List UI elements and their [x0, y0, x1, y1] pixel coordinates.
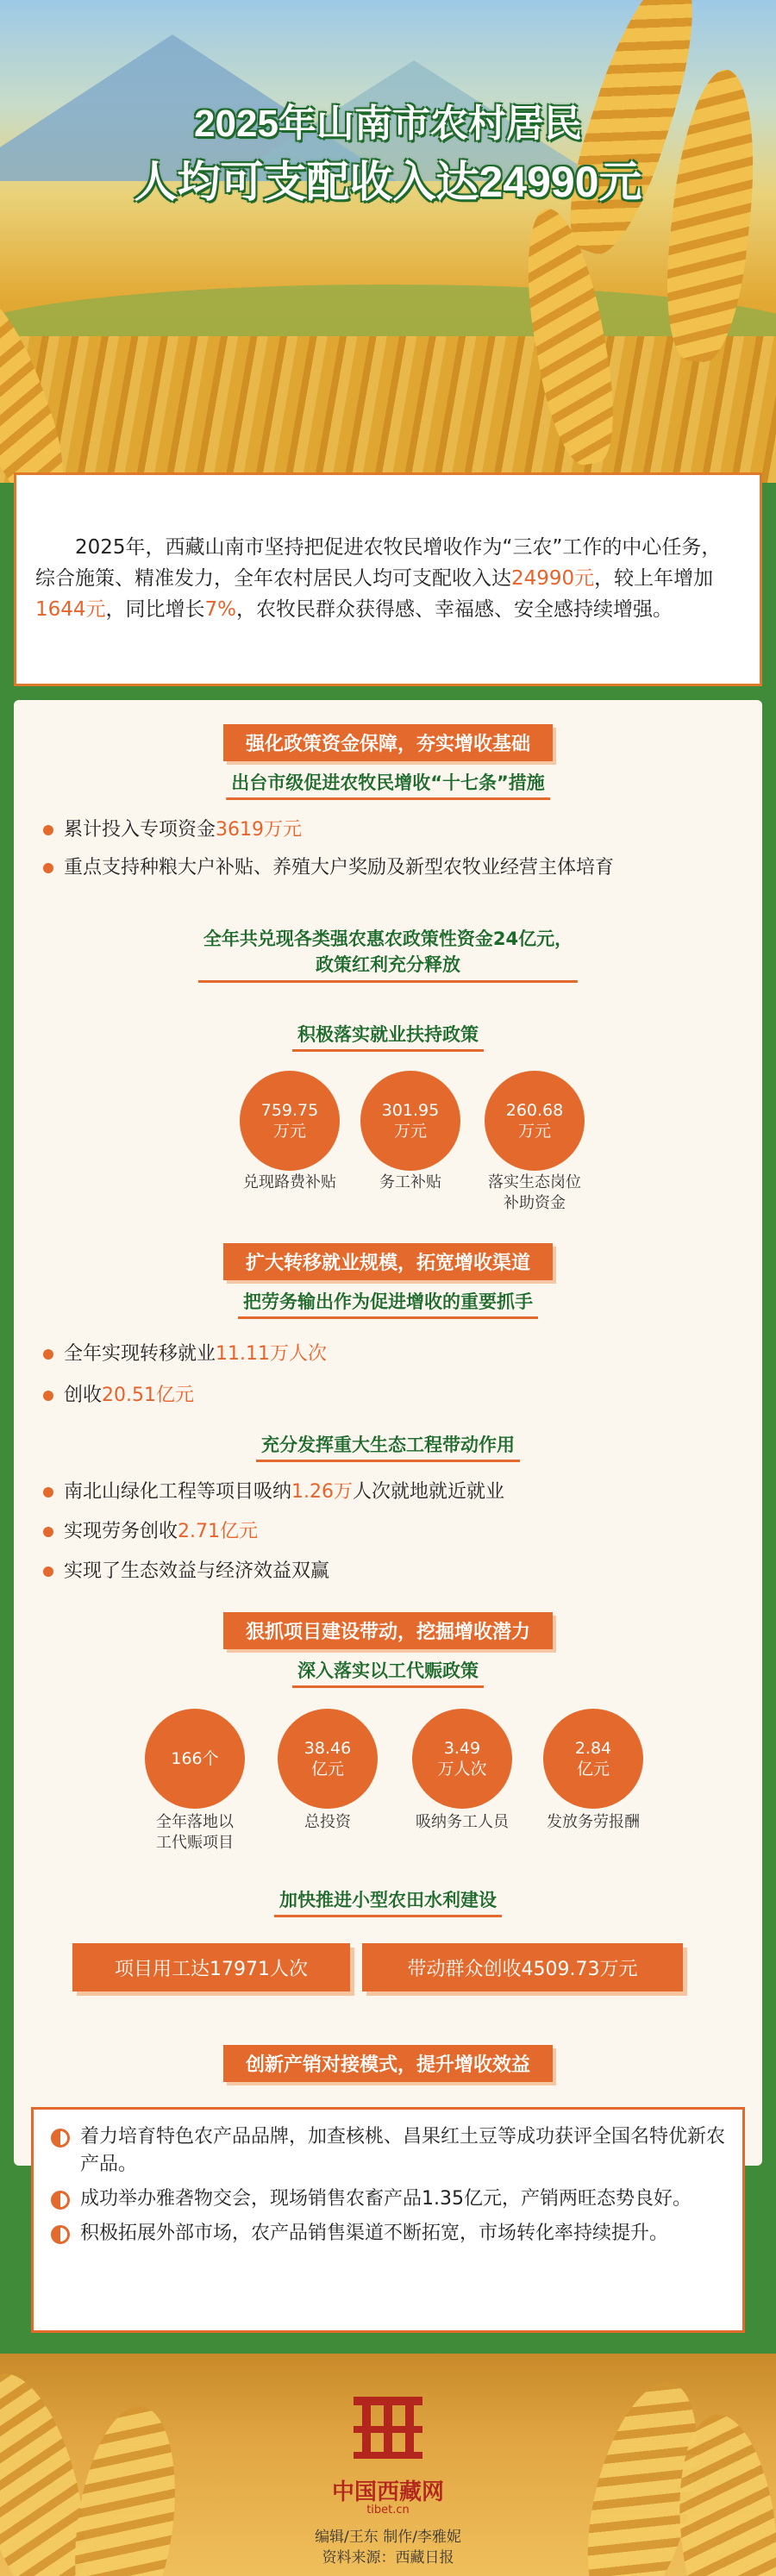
stat-label-line: 补助资金	[504, 1194, 566, 1212]
stat-circle	[543, 1709, 643, 1809]
stat-label	[250, 1812, 405, 1833]
bullet-text: 累计投入专项资金	[64, 819, 216, 841]
stat-circle	[240, 1071, 340, 1171]
stat-circle	[278, 1709, 378, 1809]
stat-label	[117, 1812, 272, 1854]
intro-text: ，农牧民群众获得感、幸福感、安全感持续增强。	[236, 598, 673, 621]
intro-box	[14, 472, 762, 686]
marketing-list	[31, 2107, 745, 2333]
editor-credit: 编辑/王东 制作/李雅妮	[315, 2529, 461, 2546]
list-item	[51, 2220, 727, 2248]
intro-text: ，较上年增加	[594, 567, 714, 590]
bullet-value: 3619万元	[216, 819, 303, 841]
stat-label-line: 吸纳务工人员	[416, 1813, 509, 1831]
stat-label	[457, 1172, 612, 1214]
stat-label-line: 全年落地以	[156, 1813, 234, 1831]
main-card	[14, 700, 762, 2166]
bullet-text: 创收	[64, 1385, 103, 1406]
stat-value: 166个	[171, 1749, 219, 1768]
stat-unit: 万人次	[437, 1760, 487, 1779]
stat-value: 38.46	[304, 1739, 352, 1758]
intro-text: ，同比增长	[105, 598, 205, 621]
wheat-field-illustration	[0, 336, 776, 483]
section-subheading: 把劳务输出作为促进增收的重要抓手	[238, 1288, 538, 1319]
note-line-1: 全年共兑现各类强农惠农政策性资金24亿元，	[203, 928, 573, 949]
page-title	[0, 97, 776, 212]
note-line-2: 政策红利充分释放	[315, 954, 460, 975]
list-item-text: 着力培育特色农产品品牌，加查核桃、昌果红土豆等成功获评全国名特优新农产品。	[80, 2126, 726, 2175]
stat-circle	[145, 1709, 245, 1809]
stat-label-line: 工代赈项目	[156, 1834, 234, 1852]
bullet-item	[40, 1381, 738, 1410]
half-circle-icon	[51, 2225, 70, 2244]
stat-circle	[412, 1709, 512, 1809]
section-header: 强化政策资金保障，夯实增收基础	[223, 724, 553, 761]
bullet-item: 重点支持种粮大户补贴、养殖大户奖励及新型农牧业经营主体培育	[40, 853, 738, 883]
section-header: 扩大转移就业规模，拓宽增收渠道	[223, 1243, 553, 1280]
bullet-value: 20.51亿元	[102, 1385, 194, 1406]
bullet-text: 南北山绿化工程等项目吸纳	[64, 1481, 292, 1503]
stat-value: 301.95	[381, 1101, 440, 1120]
stat-label-line: 务工补贴	[379, 1173, 441, 1191]
intro-text: 2025年，西藏山南市坚持把促进农牧民增收作为“三农”工作的中心任务，综合施策、精准发力，全年农村居民人均可支配收入达	[35, 536, 722, 590]
bullet-item	[40, 1478, 738, 1507]
stat-value: 3.49	[443, 1739, 481, 1758]
intro-income-value: 24990元	[511, 567, 595, 590]
bullet-value: 1.26万	[291, 1481, 354, 1503]
water-project-box: 带动群众创收4509.73万元	[362, 1943, 683, 1991]
bullet-item	[40, 1517, 738, 1547]
stat-unit: 亿元	[310, 1760, 344, 1779]
stat-label-line: 兑现路费补贴	[243, 1173, 336, 1191]
section-header: 狠抓项目建设带动，挖掘增收潜力	[223, 1612, 553, 1649]
stat-label	[516, 1812, 671, 1833]
list-item	[51, 2185, 727, 2213]
bullet-text: 实现劳务创收	[64, 1521, 178, 1542]
stat-label-line: 总投资	[304, 1813, 351, 1831]
intro-increase-value: 1644元	[35, 598, 106, 621]
bullet-item: 实现了生态效益与经济效益双赢	[40, 1557, 738, 1586]
source-credit: 资料来源：西藏日报	[322, 2549, 454, 2567]
bullet-text: 人次就地就近就业	[353, 1481, 505, 1503]
bullet-value: 11.11万人次	[216, 1343, 327, 1365]
stat-label-line: 发放务劳报酬	[547, 1813, 640, 1831]
policy-funds-note	[198, 926, 578, 983]
bullet-item	[40, 1340, 738, 1369]
section-subheading: 积极落实就业扶持政策	[292, 1021, 484, 1052]
stat-unit: 万元	[393, 1122, 427, 1141]
section-subheading: 加快推进小型农田水利建设	[274, 1886, 502, 1917]
list-item	[51, 2123, 727, 2179]
bullet-item	[40, 816, 738, 845]
half-circle-icon	[51, 2129, 70, 2148]
stat-value: 2.84	[574, 1739, 612, 1758]
water-project-box: 项目用工达17971人次	[72, 1943, 350, 1991]
logo-url: tibet.cn	[366, 2504, 410, 2517]
stat-unit: 万元	[517, 1122, 551, 1141]
footer	[0, 2354, 776, 2576]
stat-value: 759.75	[260, 1101, 319, 1120]
title-line-2: 人均可支配收入达24990元	[134, 158, 642, 206]
logo-name: 中国西藏网	[331, 2479, 444, 2505]
bullet-text: 全年实现转移就业	[64, 1343, 216, 1365]
stat-value: 260.68	[505, 1101, 564, 1120]
stat-circle	[485, 1071, 585, 1171]
list-item-text: 积极拓展外部市场，农产品销售渠道不断拓宽，市场转化率持续提升。	[80, 2223, 669, 2244]
tibet-logo-icon	[348, 2388, 428, 2467]
title-line-1: 2025年山南市农村居民	[194, 103, 582, 145]
stat-unit: 亿元	[576, 1760, 610, 1779]
stat-label-line: 落实生态岗位	[488, 1173, 581, 1191]
section-subheading: 出台市级促进农牧民增收“十七条”措施	[226, 769, 550, 800]
section-header: 创新产销对接模式，提升增收效益	[223, 2045, 553, 2082]
stat-circle	[360, 1071, 460, 1171]
stat-unit: 万元	[272, 1122, 306, 1141]
section-subheading: 深入落实以工代赈政策	[292, 1657, 484, 1688]
list-item-text: 成功举办雅砻物交会，现场销售农畜产品1.35亿元，产销两旺态势良好。	[80, 2188, 692, 2210]
half-circle-icon	[51, 2191, 70, 2210]
intro-growth-value: 7%	[204, 598, 237, 621]
bullet-value: 2.71亿元	[178, 1521, 259, 1542]
hero-banner	[0, 0, 776, 483]
section-subheading: 充分发挥重大生态工程带动作用	[256, 1431, 520, 1462]
intro-paragraph	[35, 532, 741, 625]
